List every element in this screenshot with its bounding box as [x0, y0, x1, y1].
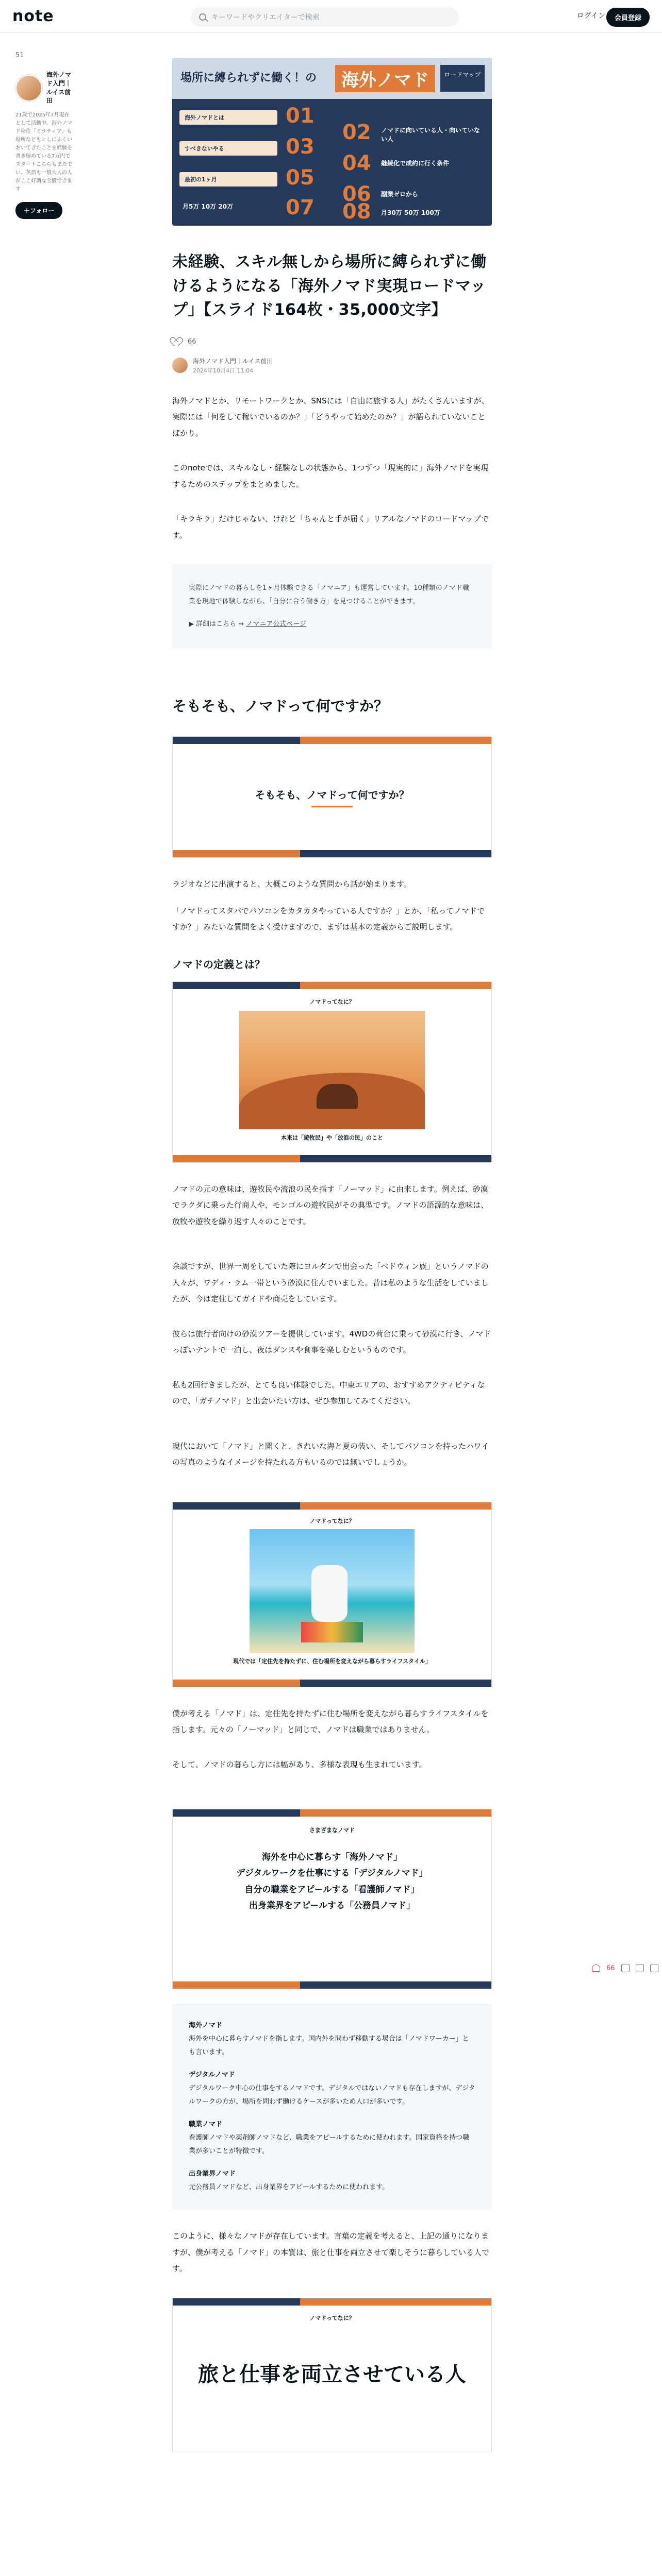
- hero-item-label: 海外ノマドとは: [179, 110, 277, 125]
- slide-line: 海外を中心に暮らす「海外ノマド」: [262, 1852, 402, 1862]
- nomad-types-box: [172, 2004, 492, 2210]
- hero-top-text: 場所に縛られずに働く！の: [180, 72, 317, 84]
- slide-stripe: [173, 850, 491, 857]
- slide-stripe: [173, 737, 491, 744]
- article-title: 未経験、スキル無しから場所に縛られずに働けるようになる「海外ノマド実現ロードマップ」【スライド164枚・35,000文字】: [172, 253, 487, 319]
- paragraph: ラジオなどに出演すると、大概このような質問から話が始まります。: [172, 879, 411, 889]
- article-main: [172, 58, 492, 2452]
- paragraph: そして、ノマドの暮らし方には幅があり、多様な表現も生まれています。: [172, 1759, 427, 1769]
- side-actions: [592, 1964, 658, 1972]
- follow-label: フォロー: [30, 207, 55, 215]
- hero-item-label: 月5万 10万 20万: [183, 203, 234, 210]
- paragraph: 海外ノマドとか、リモートワークとか、SNSには「自由に旅する人」がたくさんいますが、実際には「何をして稼いでいるのか？」「どうやって始めたのか？」が語られていないことばかり。: [172, 396, 489, 438]
- type-name: 海外ノマド: [189, 2022, 223, 2029]
- paragraph: 私も2回行きましたが、とても良い体験でした。中東エリアの、おすすめアクティビティなので、「ガチノマド」と出会いたい方は、ぜひ参加してみてください。: [172, 1380, 485, 1405]
- heart-icon[interactable]: [172, 338, 181, 346]
- subsection-heading: ノマドの定義とは？: [172, 958, 265, 971]
- slide-image: [172, 1502, 492, 1687]
- slide-image: [172, 2298, 492, 2452]
- paragraph: 余談ですが、世界一周をしていた際にヨルダンで出会った「ベドウィン族」というノマドの人々が、ワディ・ラム一帯という砂漠に住んでいました。昔は私のような生活をしていましたが、今は定住してガイドや商売をしています。: [172, 1262, 489, 1303]
- slide-underline: [311, 806, 353, 807]
- paragraph: 「ノマドってスタバでパソコンをカタカタやっている人ですか？」とか、「私ってノマドですか？」みたいな質問をよく受けますので、まずは基本の定義からご説明します。: [172, 906, 485, 931]
- type-name: 職業ノマド: [189, 2121, 223, 2128]
- slide-stripe: [173, 1155, 491, 1162]
- hero-badge: 海外ノマド: [335, 65, 435, 92]
- hero-item-num: 03: [286, 135, 315, 159]
- signup-button[interactable]: 会員登録: [606, 8, 650, 27]
- slide-line: 自分の職業をアピールする「看護師ノマド」: [244, 1884, 420, 1895]
- slide-image: [172, 981, 492, 1163]
- type-desc: 看護師ノマドや薬剤師ノマドなど、職業をアピールするために使われます。国家資格を持つ職業が多いことが特徴です。: [189, 2134, 470, 2155]
- side-like-count: 66: [606, 1964, 615, 1972]
- hero-item-num: 04: [342, 151, 371, 175]
- paragraph: 僕が考える「ノマド」は、定住先を持たずに住む場所を変えながら暮らすライフスタイルを指します。元々の「ノーマッド」と同じで、ノマドは職業ではありません。: [172, 1708, 489, 1734]
- slide-head: ノマドってなに？: [309, 998, 355, 1005]
- slide-stripe: [173, 982, 491, 989]
- slide-image: [172, 1809, 492, 1989]
- slide-line: デジタルワークを仕事にする「デジタルノマド」: [236, 1868, 428, 1879]
- paragraph: 彼らは旅行者向けの砂漠ツアーを提供しています。4WDの荷台に乗って砂漠に行き、ノマドっぽいテントで一泊し、夜はダンスや食事を楽しむというものです。: [172, 1329, 491, 1354]
- paragraph: 「キラキラ」だけじゃない、けれど「ちゃんと手が届く」リアルなノマドのロードマップです。: [172, 514, 489, 540]
- paragraph: ノマドの元の意味は、遊牧民や流浪の民を指す「ノーマッド」に由来します。例えば、砂漠でラクダに乗った行商人や、モンゴルの遊牧民がその典型です。ノマドの語源的な意味は、放牧や遊牧を繰り返す人々のことです。: [172, 1184, 489, 1226]
- type-desc: デジタルワーク中心の仕事をするノマドです。デジタルではないノマドも存在しますが、デジタルワークの方が、場所を問わず働けるケースが多いため人口が多いです。: [189, 2084, 475, 2106]
- hero-item-num: 08: [342, 200, 371, 224]
- info-box-link-row: [189, 618, 475, 631]
- author-name[interactable]: 海外ノマド入門｜ルイス前田: [193, 357, 273, 365]
- more-icon[interactable]: [650, 1964, 658, 1972]
- hero-item-label: 副業ゼロから: [381, 191, 419, 198]
- slide-line: 出身業界をアピールする「公務員ノマド」: [249, 1901, 415, 1911]
- slide-stripe: [173, 2298, 491, 2306]
- like-heart-icon[interactable]: [592, 1964, 600, 1972]
- info-box-text: 実際にノマドの暮らしを1ヶ月体験できる「ノマニア」も運営しています。10種類のノマド職業を現地で体験しながら、「自分に合う働き方」を見つけることができます。: [189, 584, 469, 605]
- type-name: デジタルノマド: [189, 2071, 235, 2079]
- profile-name[interactable]: 海外ノマド入門｜ルイス前田: [46, 71, 72, 105]
- paragraph: 現代において「ノマド」と聞くと、きれいな海と夏の装い、そしてパソコンを持ったハワイの写真のようなイメージを持たれる方もいるのでは無いでしょうか。: [172, 1441, 489, 1467]
- login-link[interactable]: ログイン: [576, 12, 605, 20]
- slide-head: ノマドってなに？: [309, 1517, 355, 1524]
- hero-item-label: 最初の1ヶ月: [179, 172, 277, 187]
- search-placeholder: キーワードやクリエイターで検索: [211, 13, 320, 22]
- paragraph: このnoteでは、スキルなし・経験なしの状態から、1つずつ「現実的に」海外ノマドを実現するためのステップをまとめました。: [172, 463, 489, 489]
- profile-description: 21歳で2025年7月現在として活動中。海外ノマド移住「ミラティブ」も場所などもとしにふくいおいてきたことを経験を書き留めている7万円でスタートこちらもまたでい。英語も一般大人の人がここ好調な全般できます: [15, 112, 72, 193]
- search-input[interactable]: [191, 7, 459, 27]
- like-count: 66: [188, 338, 196, 346]
- slide-head: さまざまなノマド: [309, 1827, 355, 1834]
- desert-photo: [239, 1011, 425, 1129]
- info-box: [172, 564, 492, 649]
- slide-caption: 現代では「定住先を持たずに、住む場所を変えながら暮らすライフスタイル」: [233, 1657, 431, 1665]
- hero-item-num: 07: [286, 196, 315, 219]
- slide-stripe: [173, 1809, 491, 1817]
- hero-item-label: すべきないやる: [179, 141, 277, 156]
- slide-image: [172, 736, 492, 858]
- author-row: [172, 357, 492, 375]
- hero-item-label: 継続化で成約に行く条件: [381, 160, 450, 167]
- publish-date: 2024年10月4日 11:04: [193, 367, 254, 374]
- paragraph: このように、様々なノマドが存在しています。言葉の定義を考えると、上記の通りになりますが、僕が考える「ノマド」の本質は、旅と仕事を両立させて楽しそうに暮らしている人です。: [172, 2231, 490, 2273]
- slide-head: ノマドってなに？: [309, 2314, 355, 2321]
- link-prefix: ▶ 詳細はこちら →: [189, 620, 244, 628]
- slide-title: 旅と仕事を両立させている人: [198, 2362, 466, 2386]
- author-avatar[interactable]: [172, 358, 188, 373]
- note-logo[interactable]: note: [12, 7, 54, 25]
- slide-stripe: [173, 1981, 491, 1989]
- follow-button[interactable]: ＋フォロー: [15, 202, 62, 219]
- hero-item-label: ノマドに向いている人・向いていない人: [381, 127, 481, 143]
- type-desc: 海外を中心に暮らすノマドを指します。国内外を問わず移動する場合は「ノマドワーカー」とも言います。: [189, 2035, 469, 2056]
- hero-image: [172, 58, 492, 226]
- profile-count: 51: [15, 52, 24, 59]
- slide-title: そもそも、ノマドって何ですか？: [255, 789, 409, 801]
- type-name: 出身業界ノマド: [189, 2170, 236, 2178]
- comment-icon[interactable]: [621, 1964, 630, 1972]
- section-heading: そもそも、ノマドって何ですか？: [172, 698, 388, 715]
- slide-caption: 本来は「遊牧民」や「放浪の民」のこと: [281, 1134, 383, 1141]
- site-header: [0, 0, 662, 33]
- hero-item-num: 06: [342, 182, 371, 206]
- hero-item-num: 02: [342, 121, 371, 144]
- hero-item-label: 月30万 50万 100万: [381, 209, 440, 216]
- slide-stripe: [173, 1680, 491, 1687]
- hero-item-num: 01: [286, 104, 315, 128]
- avatar[interactable]: [15, 75, 42, 101]
- beach-photo: [250, 1529, 415, 1653]
- search-icon: [199, 13, 206, 21]
- share-icon[interactable]: [636, 1964, 644, 1972]
- hero-item-num: 05: [286, 166, 315, 190]
- slide-stripe: [173, 1502, 491, 1510]
- type-desc: 元公務員ノマドなど、出身業界をアピールするために使われます。: [189, 2183, 389, 2191]
- like-row: [172, 338, 492, 346]
- hero-badge-sub: ロードマップ: [440, 65, 485, 92]
- author-profile: [15, 52, 72, 219]
- nomania-link[interactable]: ノマニア公式ページ: [246, 620, 307, 628]
